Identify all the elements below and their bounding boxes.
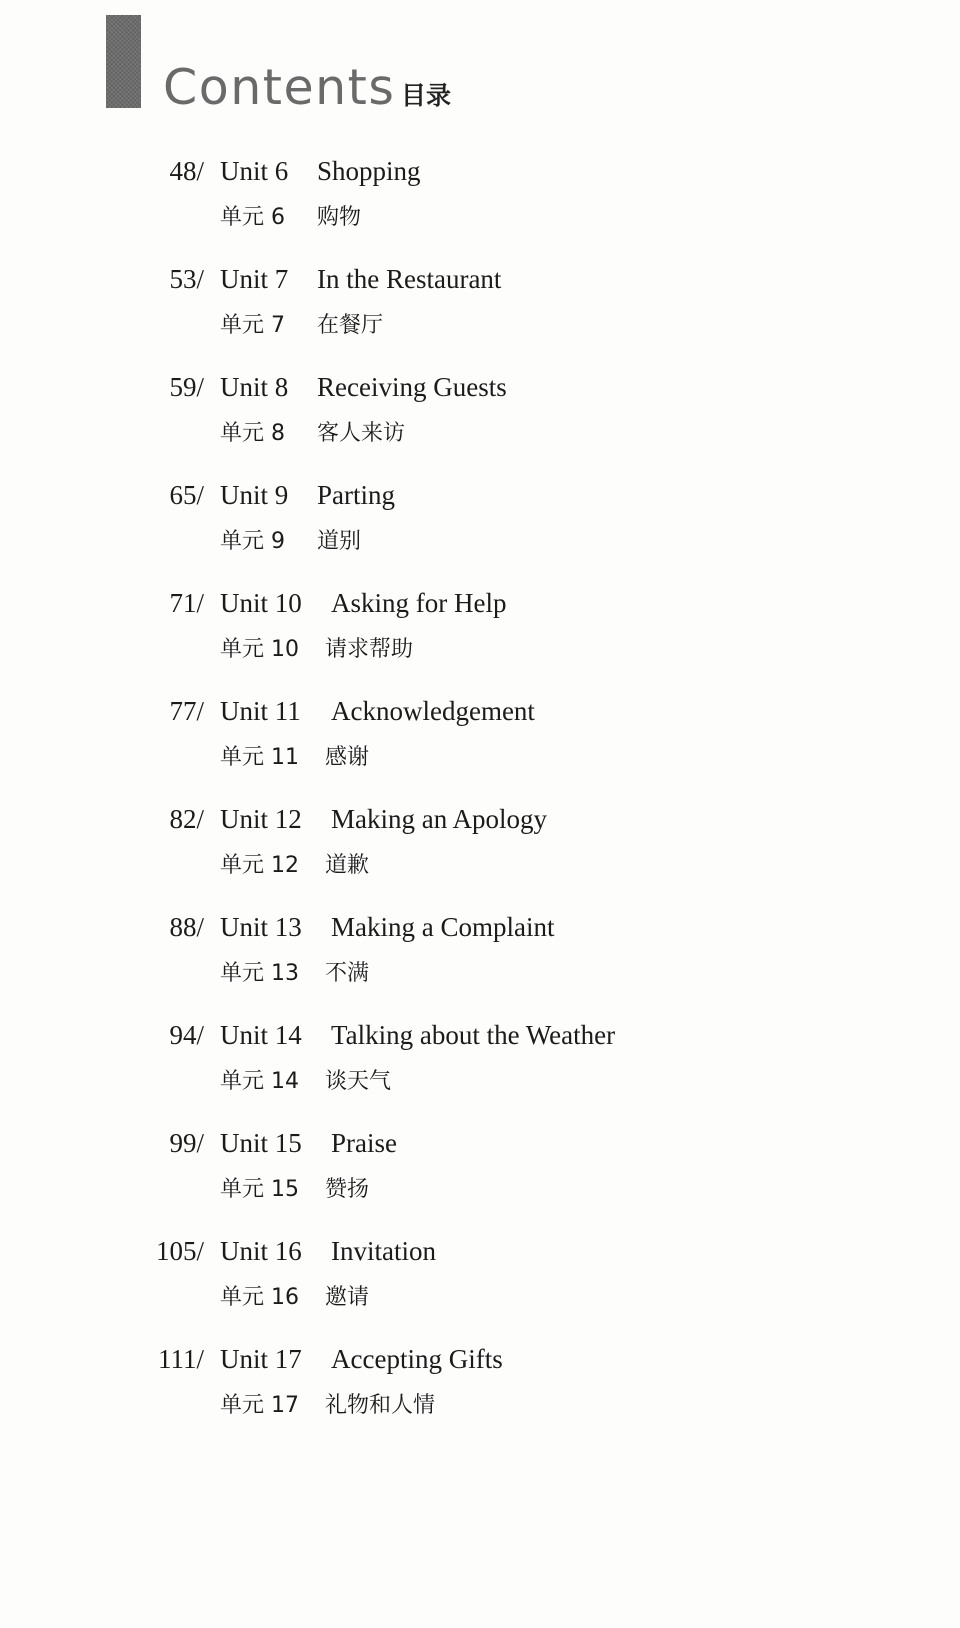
toc-unit-label-cn: 单元 14 [220,1069,299,1094]
toc-unit-label: Unit 14 [220,1020,302,1050]
toc-page-number: 94/ [169,1020,204,1050]
toc-unit-title-cn: 邀请 [325,1285,370,1310]
toc-unit-title-cn: 道歉 [325,853,370,878]
toc-entry[interactable] [0,477,960,577]
toc-entry-cn-row [0,1064,960,1100]
toc-entry[interactable] [0,153,960,253]
toc-unit-label-cn: 单元 17 [220,1393,299,1418]
toc-unit-title-cn: 礼物和人情 [325,1393,436,1418]
toc-unit-label-cn: 单元 11 [220,745,299,770]
toc-entry-cn-row [0,1280,960,1316]
toc-entry[interactable] [0,909,960,1009]
toc-unit-label: Unit 16 [220,1236,302,1266]
toc-page-number: 99/ [169,1128,204,1158]
toc-entry[interactable] [0,1341,960,1441]
toc-unit-title-cn: 谈天气 [325,1069,392,1094]
toc-entry-en-row [0,153,960,189]
toc-unit-title-cn: 购物 [317,205,362,230]
toc-unit-label-cn: 单元 6 [220,205,285,230]
toc-unit-label: Unit 8 [220,372,289,402]
toc-unit-title: Asking for Help [331,588,507,618]
toc-entry-en-row [0,261,960,297]
toc-unit-label-cn: 单元 16 [220,1285,299,1310]
toc-entry[interactable] [0,801,960,901]
toc-unit-label-cn: 单元 13 [220,961,299,986]
toc-unit-label: Unit 15 [220,1128,302,1158]
toc-entry-cn-row [0,416,960,452]
toc-unit-title: Talking about the Weather [331,1020,616,1050]
toc-unit-title: Receiving Guests [317,372,507,402]
toc-entry-cn-row [0,1388,960,1424]
toc-entry-en-row [0,909,960,945]
toc-unit-title-cn: 赞扬 [325,1177,370,1202]
toc-entry[interactable] [0,1233,960,1333]
toc-entry[interactable] [0,1017,960,1117]
toc-entry-cn-row [0,200,960,236]
toc-unit-label: Unit 9 [220,480,289,510]
toc-page-number: 59/ [169,372,204,402]
toc-unit-title: Praise [331,1128,397,1158]
toc-entry-en-row [0,1017,960,1053]
toc-unit-label-cn: 单元 7 [220,313,285,338]
toc-unit-title: Parting [317,480,395,510]
toc-entry[interactable] [0,693,960,793]
toc-unit-label: Unit 11 [220,696,301,726]
toc-entry-cn-row [0,524,960,560]
toc-unit-title-cn: 不满 [325,961,370,986]
toc-entry-cn-row [0,740,960,776]
toc-unit-label: Unit 13 [220,912,302,942]
toc-unit-label-cn: 单元 9 [220,529,285,554]
toc-unit-title: Making a Complaint [331,912,555,942]
toc-unit-label: Unit 10 [220,588,302,618]
toc-entry[interactable] [0,261,960,361]
toc-unit-label: Unit 12 [220,804,302,834]
toc-unit-title-cn: 客人来访 [317,421,406,446]
toc-entry-en-row [0,1125,960,1161]
toc-entry-cn-row [0,308,960,344]
toc-entry[interactable] [0,585,960,685]
toc-entry[interactable] [0,1125,960,1225]
toc-unit-title-cn: 在餐厅 [317,313,384,338]
toc-unit-title: Accepting Gifts [331,1344,503,1374]
toc-unit-title-cn: 道别 [317,529,362,554]
toc-page-number: 71/ [169,588,204,618]
toc-entry-cn-row [0,1172,960,1208]
toc-entry-en-row [0,585,960,621]
toc-unit-title: In the Restaurant [317,264,502,294]
toc-unit-label-cn: 单元 12 [220,853,299,878]
toc-entry-en-row [0,1233,960,1269]
toc-page-number: 65/ [169,480,204,510]
toc-entry-en-row [0,369,960,405]
toc-page-number: 53/ [169,264,204,294]
toc-unit-title-cn: 请求帮助 [325,637,414,662]
toc-page-number: 82/ [169,804,204,834]
toc-unit-label-cn: 单元 15 [220,1177,299,1202]
page-title-cn: 目录 [401,81,452,110]
toc-page-number: 48/ [169,156,204,186]
toc-unit-title: Acknowledgement [331,696,535,726]
toc-entry-en-row [0,477,960,513]
toc-page-number: 88/ [169,912,204,942]
toc-unit-label-cn: 单元 8 [220,421,285,446]
toc-unit-label: Unit 6 [220,156,289,186]
toc-unit-title: Shopping [317,156,421,186]
toc-unit-label-cn: 单元 10 [220,637,299,662]
toc-unit-title: Invitation [331,1236,436,1266]
toc-page-number: 111/ [158,1344,204,1374]
toc-unit-label: Unit 17 [220,1344,302,1374]
toc-unit-title-cn: 感谢 [325,745,370,770]
toc-entry-cn-row [0,956,960,992]
toc-entry-en-row [0,801,960,837]
toc-unit-title: Making an Apology [331,804,547,834]
page-title: Contents [163,59,396,116]
toc-entry-en-row [0,1341,960,1377]
toc-unit-label: Unit 7 [220,264,289,294]
toc-entry-en-row [0,693,960,729]
toc-page-number: 77/ [169,696,204,726]
toc-entry[interactable] [0,369,960,469]
toc-entry-cn-row [0,632,960,668]
toc-page-number: 105/ [155,1236,204,1266]
toc-entry-cn-row [0,848,960,884]
